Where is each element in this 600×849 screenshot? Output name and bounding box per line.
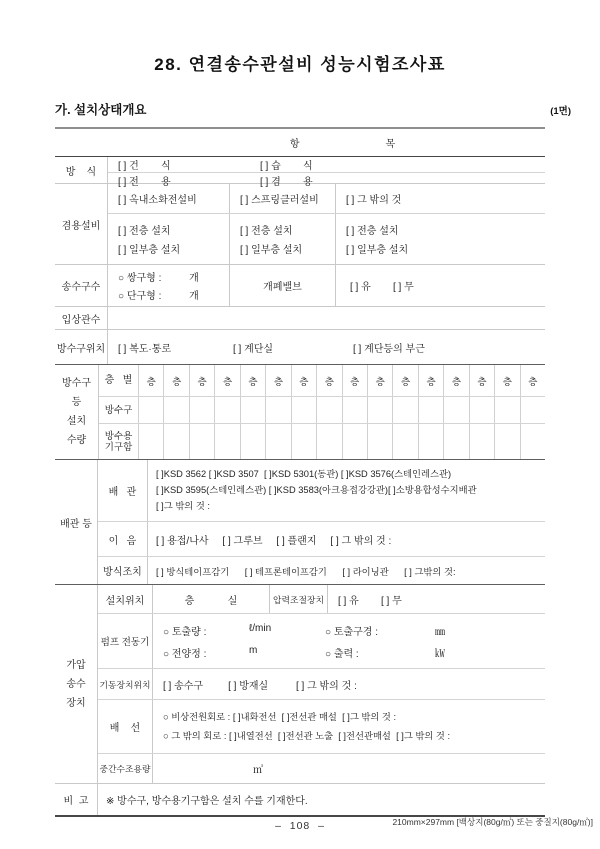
outlet-count-cell <box>494 397 519 423</box>
output-unit: ㎾ <box>435 648 445 660</box>
cabinet-count-cell <box>494 424 519 459</box>
outlet-count-cell <box>443 397 468 423</box>
outlet-count-cell <box>265 397 290 423</box>
section-heading: 가. 설치상태개요 <box>55 103 147 117</box>
outlet-count-row <box>99 397 545 424</box>
cabinet-count-cell <box>469 424 494 459</box>
remarks-text: ※ 방수구, 방수용기구함은 설치 수를 기재한다. <box>106 796 308 807</box>
floor-header-cell: 층 <box>367 365 392 396</box>
outlet-count-cell <box>291 397 316 423</box>
cabinet-count-cell <box>392 424 417 459</box>
discharge-bore-unit: ㎜ <box>435 626 445 638</box>
discharge-rate-label: ○ 토출량 : <box>163 626 207 638</box>
outlet-row-label: 방수구 <box>104 404 133 416</box>
option-stairwell: [ ] 계단실 <box>233 343 274 355</box>
option-other-system: [ ] 그 밖의 것 <box>346 195 402 206</box>
cabinet-count-cell <box>316 424 341 459</box>
pressure-device-label: 압력조절장치 <box>270 585 328 613</box>
floor-header-cell: 층 <box>189 365 214 396</box>
floor-header-cell: 층 <box>520 365 545 396</box>
floor-header-cell: 층 <box>163 365 188 396</box>
output-label: ○ 출력 : <box>325 648 359 660</box>
row-outlet-location <box>55 330 545 365</box>
wiring-line1: ○ 비상전원회로 : [ ]내화전선 [ ]전선관 매설 [ ]그 밖의 것 : <box>163 712 397 722</box>
valve-options: [ ] 유 [ ] 무 <box>350 282 414 293</box>
pipe-standards-line2: [ ]KSD 3595(스테인레스관) [ ]KSD 3583(아크용접강강관)[ ]소방용합성수지배관 <box>156 485 477 495</box>
discharge-bore-label: ○ 토출구경 : <box>325 626 379 638</box>
outlet-count-cell <box>469 397 494 423</box>
page-title: 28. 연결송수관설비 성능시험조사표 <box>154 55 446 74</box>
row-method <box>55 157 545 188</box>
inlet-count-label: 송수구수 <box>55 265 108 306</box>
cabinet-row-label: 방수용 기구함 <box>104 430 133 453</box>
floor-header-cell: 층 <box>240 365 265 396</box>
floor-header-cell: 층 <box>342 365 367 396</box>
paper-spec-note: 210mm×297mm [백상지(80g/㎡) 또는 중질지(80g/㎡)] <box>392 817 593 827</box>
floor-row2-cells <box>138 424 545 459</box>
total-head-unit: m <box>249 644 258 656</box>
outlet-count-cell <box>392 397 417 423</box>
page-face-marker: (1면) <box>550 106 571 117</box>
floor-header-cell: 층 <box>494 365 519 396</box>
cabinet-count-cell <box>291 424 316 459</box>
floor-header-cell: 층 <box>392 365 417 396</box>
floor-header-cell: 층 <box>443 365 468 396</box>
option-part-floors: [ ] 일부층 설치 <box>240 245 303 256</box>
pipe-label: 배 관 <box>98 460 148 521</box>
cabinet-count-cell <box>138 424 163 459</box>
outlet-count-cell <box>189 397 214 423</box>
intermediate-tank-label: 중간수조용량 <box>98 754 153 783</box>
cabinet-count-cell <box>520 424 545 459</box>
option-corridor: [ ] 복도·통로 <box>118 343 172 355</box>
outlet-count-cell <box>240 397 265 423</box>
outlet-location-label: 방수구위치 <box>55 330 108 364</box>
piping-label: 배관 등 <box>55 460 98 584</box>
section-heading-row <box>55 100 571 118</box>
outlet-install-label: 방수구 등 설치 수량 <box>55 365 99 459</box>
method-line1 <box>108 157 545 173</box>
table-header-row <box>55 129 545 157</box>
option-indoor-hydrant: [ ] 옥내소화전설비 <box>108 184 230 213</box>
floor-header-cell: 층 <box>418 365 443 396</box>
riser-count-label: 입상관수 <box>55 307 108 329</box>
pump-location-value: 층 실 <box>153 585 270 613</box>
option-near-stairs: [ ] 계단등의 부근 <box>353 343 425 355</box>
option-combined: [ ] 겸 용 <box>260 177 313 188</box>
riser-count-value <box>108 307 545 329</box>
valve-label: 개폐밸브 <box>230 265 336 306</box>
cabinet-count-row <box>99 424 545 459</box>
wiring-line2: ○ 그 밖의 회로 : [ ]내열전선 [ ]전선관 노출 [ ]전선관매설 [ ]그 밖의 것 : <box>163 731 451 741</box>
option-all-floors: [ ] 전층 설치 <box>240 226 293 237</box>
row-remarks <box>55 784 545 815</box>
intermediate-tank-unit: ㎥ <box>253 765 263 776</box>
option-exclusive: [ ] 전 용 <box>118 177 171 188</box>
row-outlet-install-count <box>55 365 545 460</box>
field-twin-type: ○ 쌍구형 : 개 <box>118 273 199 284</box>
floor-header-row <box>99 365 545 397</box>
cabinet-count-cell <box>214 424 239 459</box>
row-combined-use <box>55 184 545 265</box>
pump-unit-label: 가압 송수 장치 <box>55 585 98 783</box>
starter-location-options: [ ] 송수구 [ ] 방재실 [ ] 그 밖의 것 : <box>163 680 357 692</box>
pump-location-label: 설치위치 <box>98 585 153 613</box>
floor-header-cell: 층 <box>265 365 290 396</box>
outlet-count-cell <box>138 397 163 423</box>
row-riser-count <box>55 307 545 330</box>
pipe-standards-line3: [ ]그 밖의 것 : <box>156 501 211 511</box>
cabinet-count-cell <box>240 424 265 459</box>
cabinet-count-cell <box>163 424 188 459</box>
cabinet-count-cell <box>265 424 290 459</box>
outlet-count-cell <box>520 397 545 423</box>
header-hang: 항 <box>289 139 300 150</box>
combined-systems-row <box>108 184 545 214</box>
pressure-device-options: [ ] 유 [ ] 무 <box>338 595 402 607</box>
floor-header-cells <box>138 365 545 396</box>
option-sprinkler: [ ] 스프링클러설비 <box>230 184 336 213</box>
discharge-rate-unit: ℓ/min <box>249 622 272 634</box>
option-part-floors: [ ] 일부층 설치 <box>346 245 409 256</box>
cabinet-count-cell <box>342 424 367 459</box>
combined-coverage-row <box>108 214 545 264</box>
corrosion-label: 방식조치 <box>98 557 148 584</box>
outlet-count-cell <box>342 397 367 423</box>
remarks-label: 비 고 <box>55 784 98 815</box>
option-all-floors: [ ] 전층 설치 <box>118 226 171 237</box>
floor-header-cell: 층 <box>138 365 163 396</box>
cabinet-count-cell <box>418 424 443 459</box>
joint-label: 이 음 <box>98 522 148 556</box>
option-wet: [ ] 습 식 <box>260 161 313 172</box>
cabinet-count-cell <box>189 424 214 459</box>
floor-header-cell: 층 <box>469 365 494 396</box>
floor-header-cell: 층 <box>291 365 316 396</box>
outlet-count-cell <box>214 397 239 423</box>
row-pump-unit <box>55 585 545 784</box>
field-single-type: ○ 단구형 : 개 <box>118 291 199 302</box>
row-inlet-count <box>55 265 545 307</box>
total-head-label: ○ 전양정 : <box>163 648 207 660</box>
combined-use-label: 겸용설비 <box>55 184 108 264</box>
joint-options: [ ] 용접/나사 [ ] 그루브 [ ] 플랜지 [ ] 그 밖의 것 : <box>156 535 392 547</box>
cabinet-count-cell <box>443 424 468 459</box>
outlet-count-cell <box>163 397 188 423</box>
option-dry: [ ] 건 식 <box>118 161 171 172</box>
header-mok: 목 <box>385 139 396 150</box>
outlet-count-cell <box>316 397 341 423</box>
floor-header-cell: 층 <box>316 365 341 396</box>
pipe-standards-line1: [ ]KSD 3562 [ ]KSD 3507 [ ]KSD 5301(동관) [ ]KSD 3576(스테인레스관) <box>156 469 452 479</box>
corrosion-options: [ ] 방식테이프감기 [ ] 테프론테이프감기 [ ] 라이닝관 [ ] 그밖의 것: <box>156 566 456 577</box>
wiring-label: 배 선 <box>98 700 153 753</box>
method-label: 방 식 <box>55 157 108 183</box>
option-part-floors: [ ] 일부층 설치 <box>118 245 181 256</box>
floor-header-cell: 층 <box>214 365 239 396</box>
outlet-count-cell <box>367 397 392 423</box>
floor-header-label: 층 별 <box>104 375 133 386</box>
option-all-floors: [ ] 전층 설치 <box>346 226 399 237</box>
page-number: – 108 – <box>275 820 325 832</box>
floor-row1-cells <box>138 397 545 423</box>
row-piping <box>55 460 545 585</box>
pump-motor-label: 펌프 전동기 <box>98 614 153 668</box>
outlet-count-cell <box>418 397 443 423</box>
survey-table <box>55 127 545 817</box>
cabinet-count-cell <box>367 424 392 459</box>
starter-location-label: 기동장치위치 <box>98 669 153 699</box>
